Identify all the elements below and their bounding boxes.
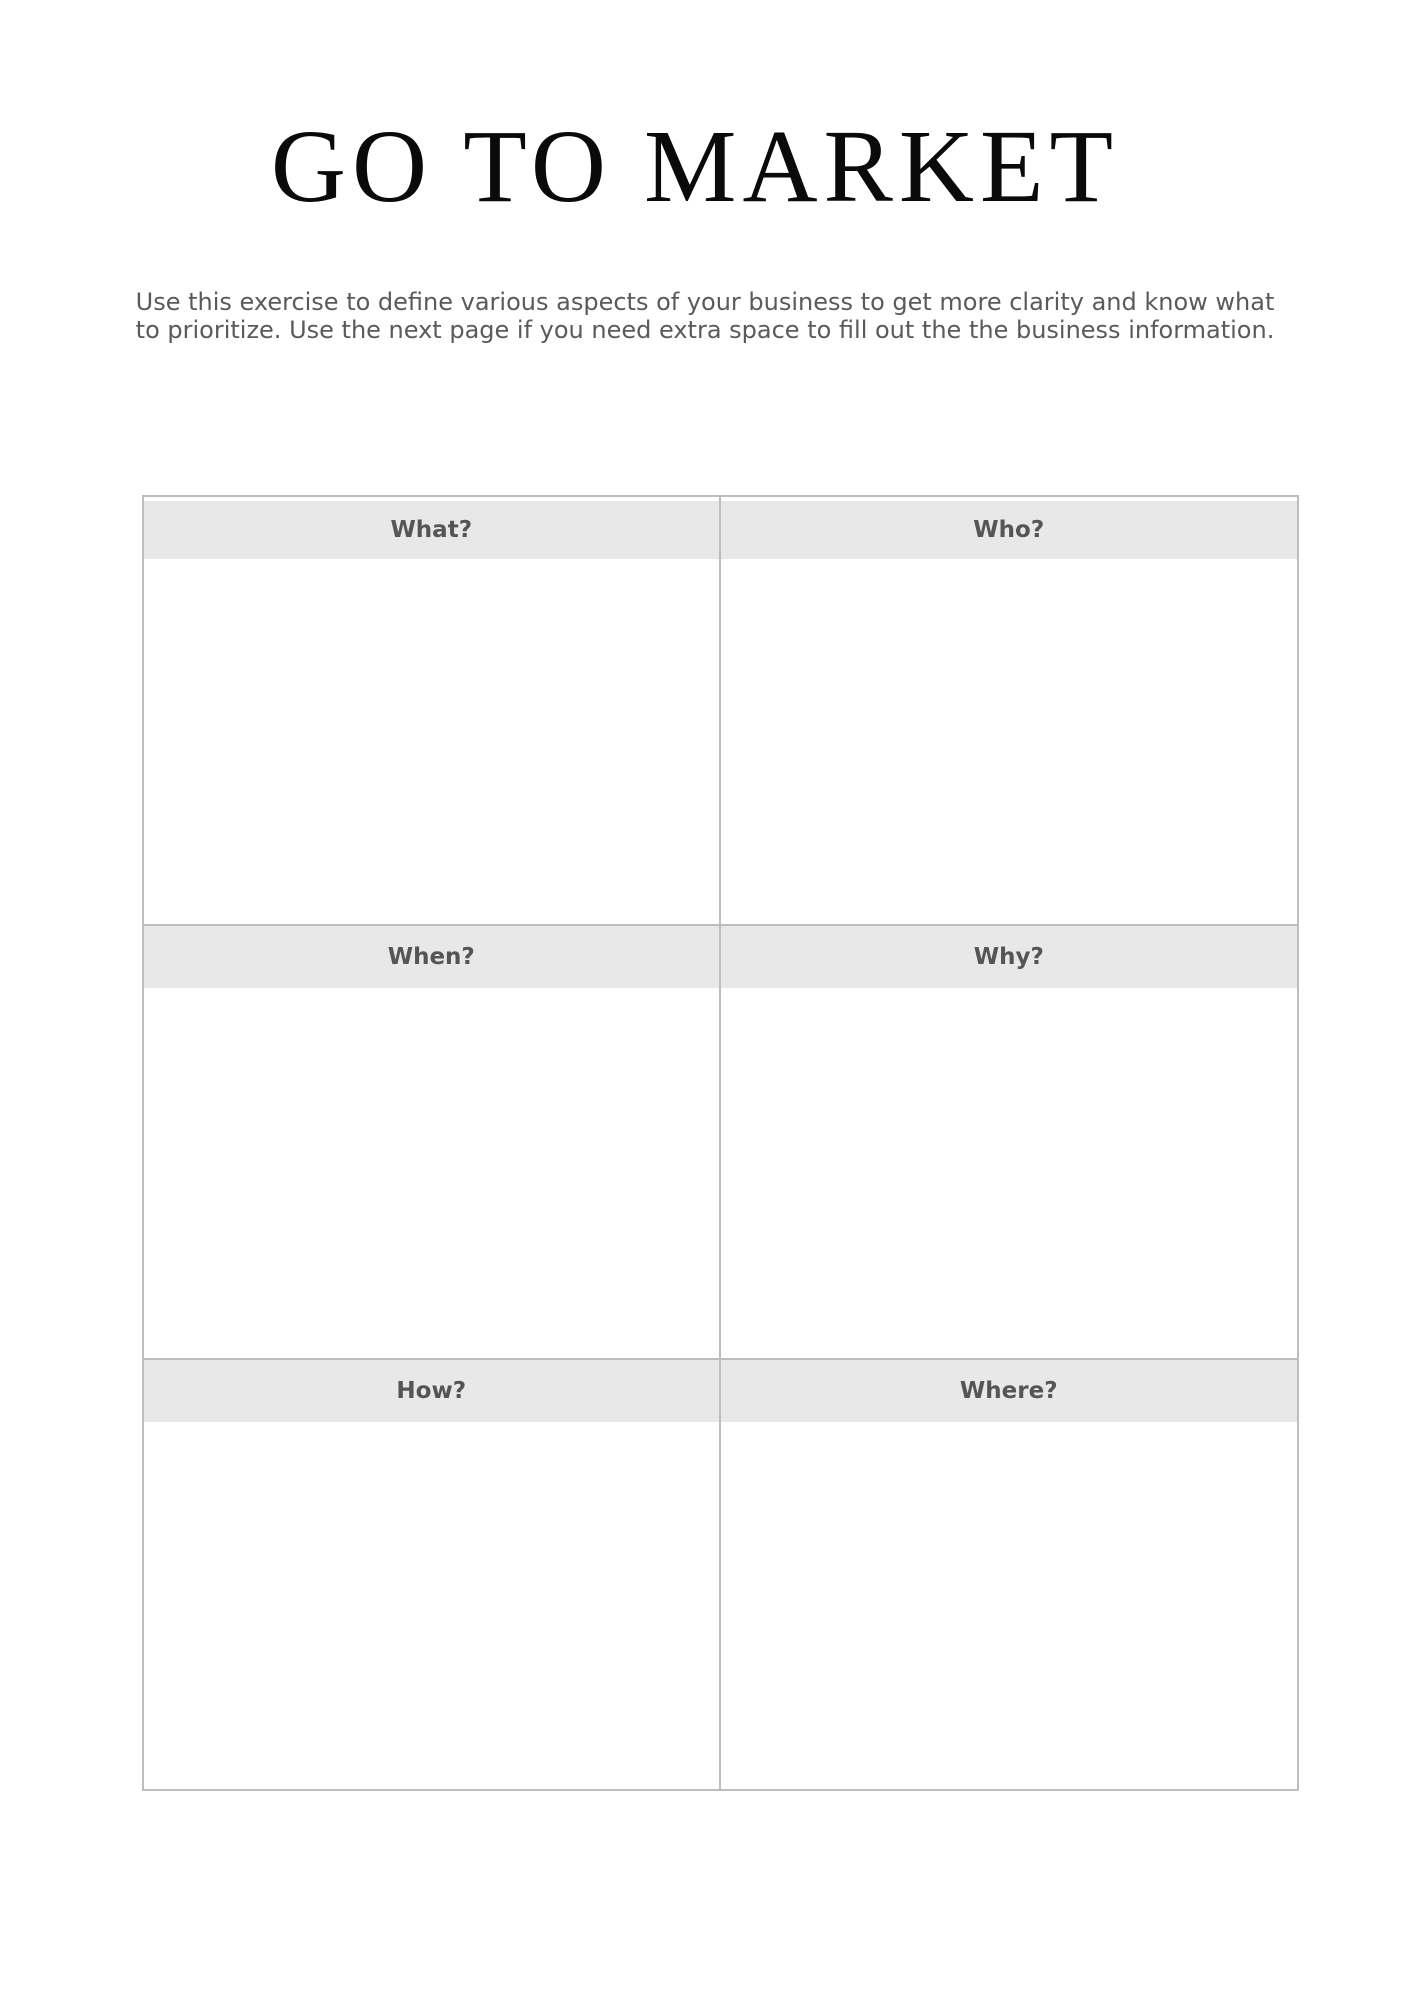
section-what-writing-area[interactable] <box>144 559 719 924</box>
section-where-writing-area[interactable] <box>721 1422 1298 1789</box>
section-how-writing-area[interactable] <box>144 1422 719 1789</box>
section-when-label: When? <box>144 926 719 988</box>
section-how-label: How? <box>144 1360 719 1422</box>
section-when-writing-area[interactable] <box>144 988 719 1358</box>
section-where <box>721 1360 1298 1789</box>
section-why-label: Why? <box>721 926 1298 988</box>
page-title: GO TO MARKET <box>270 109 1120 224</box>
section-what-label: What? <box>144 501 719 559</box>
section-who <box>721 497 1298 926</box>
section-when <box>144 926 721 1360</box>
section-who-label: Who? <box>721 501 1298 559</box>
section-where-label: Where? <box>721 1360 1298 1422</box>
section-what <box>144 497 721 926</box>
section-who-writing-area[interactable] <box>721 559 1298 924</box>
intro-text: Use this exercise to define various aspects of your business to get more clarity and know what to prioritize. Use the next page if you need extra space to fill out the the business information. <box>135 288 1275 344</box>
section-how <box>144 1360 721 1789</box>
section-why-writing-area[interactable] <box>721 988 1298 1358</box>
section-why <box>721 926 1298 1360</box>
gtm-grid <box>142 495 1299 1791</box>
